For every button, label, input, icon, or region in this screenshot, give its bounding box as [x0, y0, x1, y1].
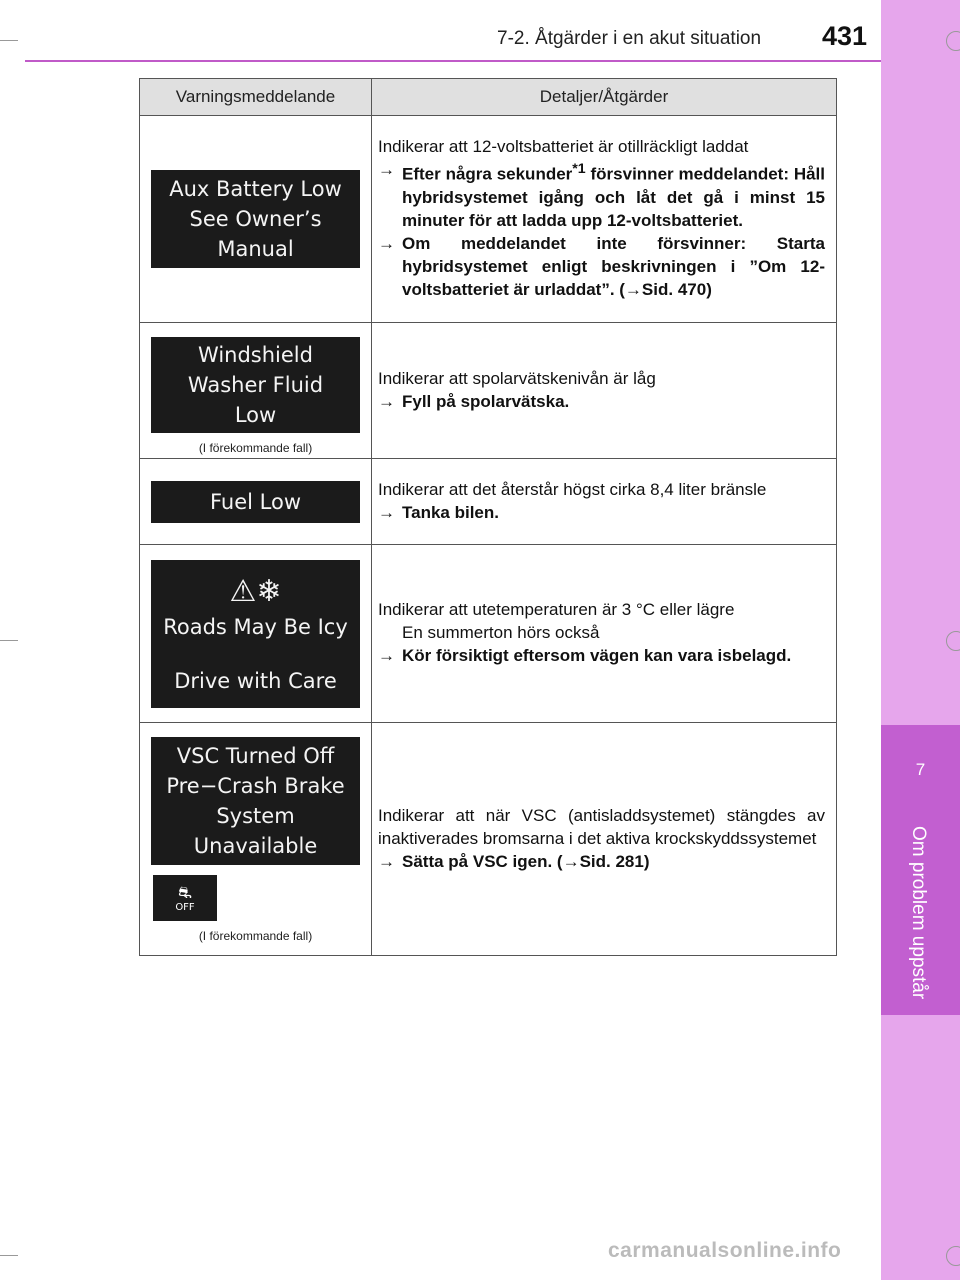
details-intro: Indikerar att spolarvätskenivån är låg: [378, 368, 656, 388]
table-row: [140, 116, 837, 323]
details-intro: Indikerar att det återstår högst cirka 8,4 liter bränsle: [378, 479, 767, 499]
table-header-row: [140, 79, 837, 116]
display-line: Pre−Crash Brake: [166, 774, 345, 798]
fuel-low-display: [151, 481, 360, 523]
footnote-ref: *1: [572, 161, 586, 178]
message-details-cell: [372, 323, 837, 459]
aux-battery-low-display: [151, 170, 360, 268]
header-section-title: 7-2. Åtgärder i en akut situation: [497, 28, 762, 49]
message-image-cell: [140, 545, 372, 723]
details-intro: Indikerar att när VSC (antisladdsystemet) stängdes av inaktiverades bromsarna i det aktiva krockskyddssystemet: [378, 805, 825, 848]
registration-mark: [946, 631, 960, 651]
display-line: See Owner’s Manual: [189, 207, 322, 261]
action-step: [378, 850, 825, 873]
action-step: [378, 644, 825, 667]
arrow-icon: →: [378, 502, 395, 522]
arrow-icon: →: [378, 646, 395, 665]
arrow-icon: →: [378, 391, 395, 411]
display-line: VSC Turned Off: [176, 744, 335, 768]
action-text: Tanka bilen.: [402, 502, 499, 522]
header-rule: [25, 60, 881, 62]
arrow-icon: →: [378, 160, 395, 180]
action-text: Sätta på VSC igen. (→Sid. 281): [402, 851, 650, 871]
action-text: Fyll på spolarvätska.: [402, 391, 570, 411]
display-line: System: [216, 804, 295, 828]
table-row: [140, 545, 837, 723]
vsc-off-label: OFF: [175, 901, 195, 913]
message-image-cell: [140, 723, 372, 956]
action-step: [378, 158, 825, 232]
action-step: [378, 232, 825, 301]
registration-mark: [946, 31, 960, 51]
action-text: Kör försiktigt eftersom vägen kan vara isbelagd.: [402, 646, 792, 665]
table-row: [140, 459, 837, 545]
action-text: [402, 158, 825, 232]
action-text: Om meddelandet inte försvinner: Starta hybridsystemet enligt beskrivningen i ”Om 12-voltsbatteriet är urladdat”. (→Sid. 470): [402, 233, 825, 299]
chapter-number: 7: [915, 760, 926, 779]
message-image-cell: [140, 323, 372, 459]
column-header-details: Detaljer/Åtgärder: [372, 79, 837, 116]
display-line: Unavailable: [193, 834, 318, 858]
watermark: carmanualsonline.info: [608, 1239, 842, 1262]
table-row: [140, 723, 837, 956]
road-ice-warning-icon: ⚠❄: [229, 573, 282, 609]
applicability-caption: (I förekommande fall): [198, 929, 313, 943]
vsc-car-icon: ⛐: [178, 882, 192, 902]
crop-mark: [0, 40, 18, 41]
warning-messages-table: [139, 78, 837, 956]
display-line: Aux Battery Low: [169, 177, 342, 201]
action-step: [378, 501, 825, 524]
column-header-message: Varningsmeddelande: [140, 79, 372, 116]
details-intro: Indikerar att 12-voltsbatteriet är otillräckligt laddat: [378, 137, 749, 157]
table-row: [140, 323, 837, 459]
chapter-title: Om problem uppstår: [908, 826, 929, 1000]
display-line: Washer Fluid: [187, 372, 324, 397]
crop-mark: [0, 640, 18, 641]
washer-fluid-low-display: [151, 337, 360, 433]
roads-icy-display: [151, 560, 360, 708]
message-image-cell: [140, 459, 372, 545]
message-details-cell: [372, 723, 837, 956]
display-line: Windshield: [198, 342, 313, 367]
message-details-cell: [372, 116, 837, 323]
registration-mark: [946, 1246, 960, 1266]
message-image-cell: [140, 116, 372, 323]
action-text-part: Efter några sekunder: [402, 164, 573, 184]
message-details-cell: [372, 459, 837, 545]
display-line: Drive with Care: [174, 668, 337, 693]
applicability-caption: (I förekommande fall): [198, 440, 313, 455]
action-text-part: försvinner meddelandet: Håll hybridsystemet igång och låt det gå i minst 15 minuter för att ladda upp 12-voltsbatteriet.: [402, 164, 825, 230]
action-step: [378, 390, 825, 413]
display-line: Low: [234, 402, 277, 427]
vsc-off-indicator-icon: [153, 875, 217, 921]
vsc-turned-off-display: [151, 737, 360, 865]
details-intro: Indikerar att utetemperaturen är 3 °C eller lägre: [378, 600, 735, 619]
arrow-icon: →: [378, 851, 395, 871]
display-line: Roads May Be Icy: [163, 614, 348, 639]
arrow-icon: →: [378, 233, 395, 253]
display-line: Fuel Low: [209, 489, 302, 514]
details-sub: En summerton hörs också: [402, 623, 600, 642]
page-number: 431: [822, 21, 868, 51]
message-details-cell: [372, 545, 837, 723]
crop-mark: [0, 1255, 18, 1256]
